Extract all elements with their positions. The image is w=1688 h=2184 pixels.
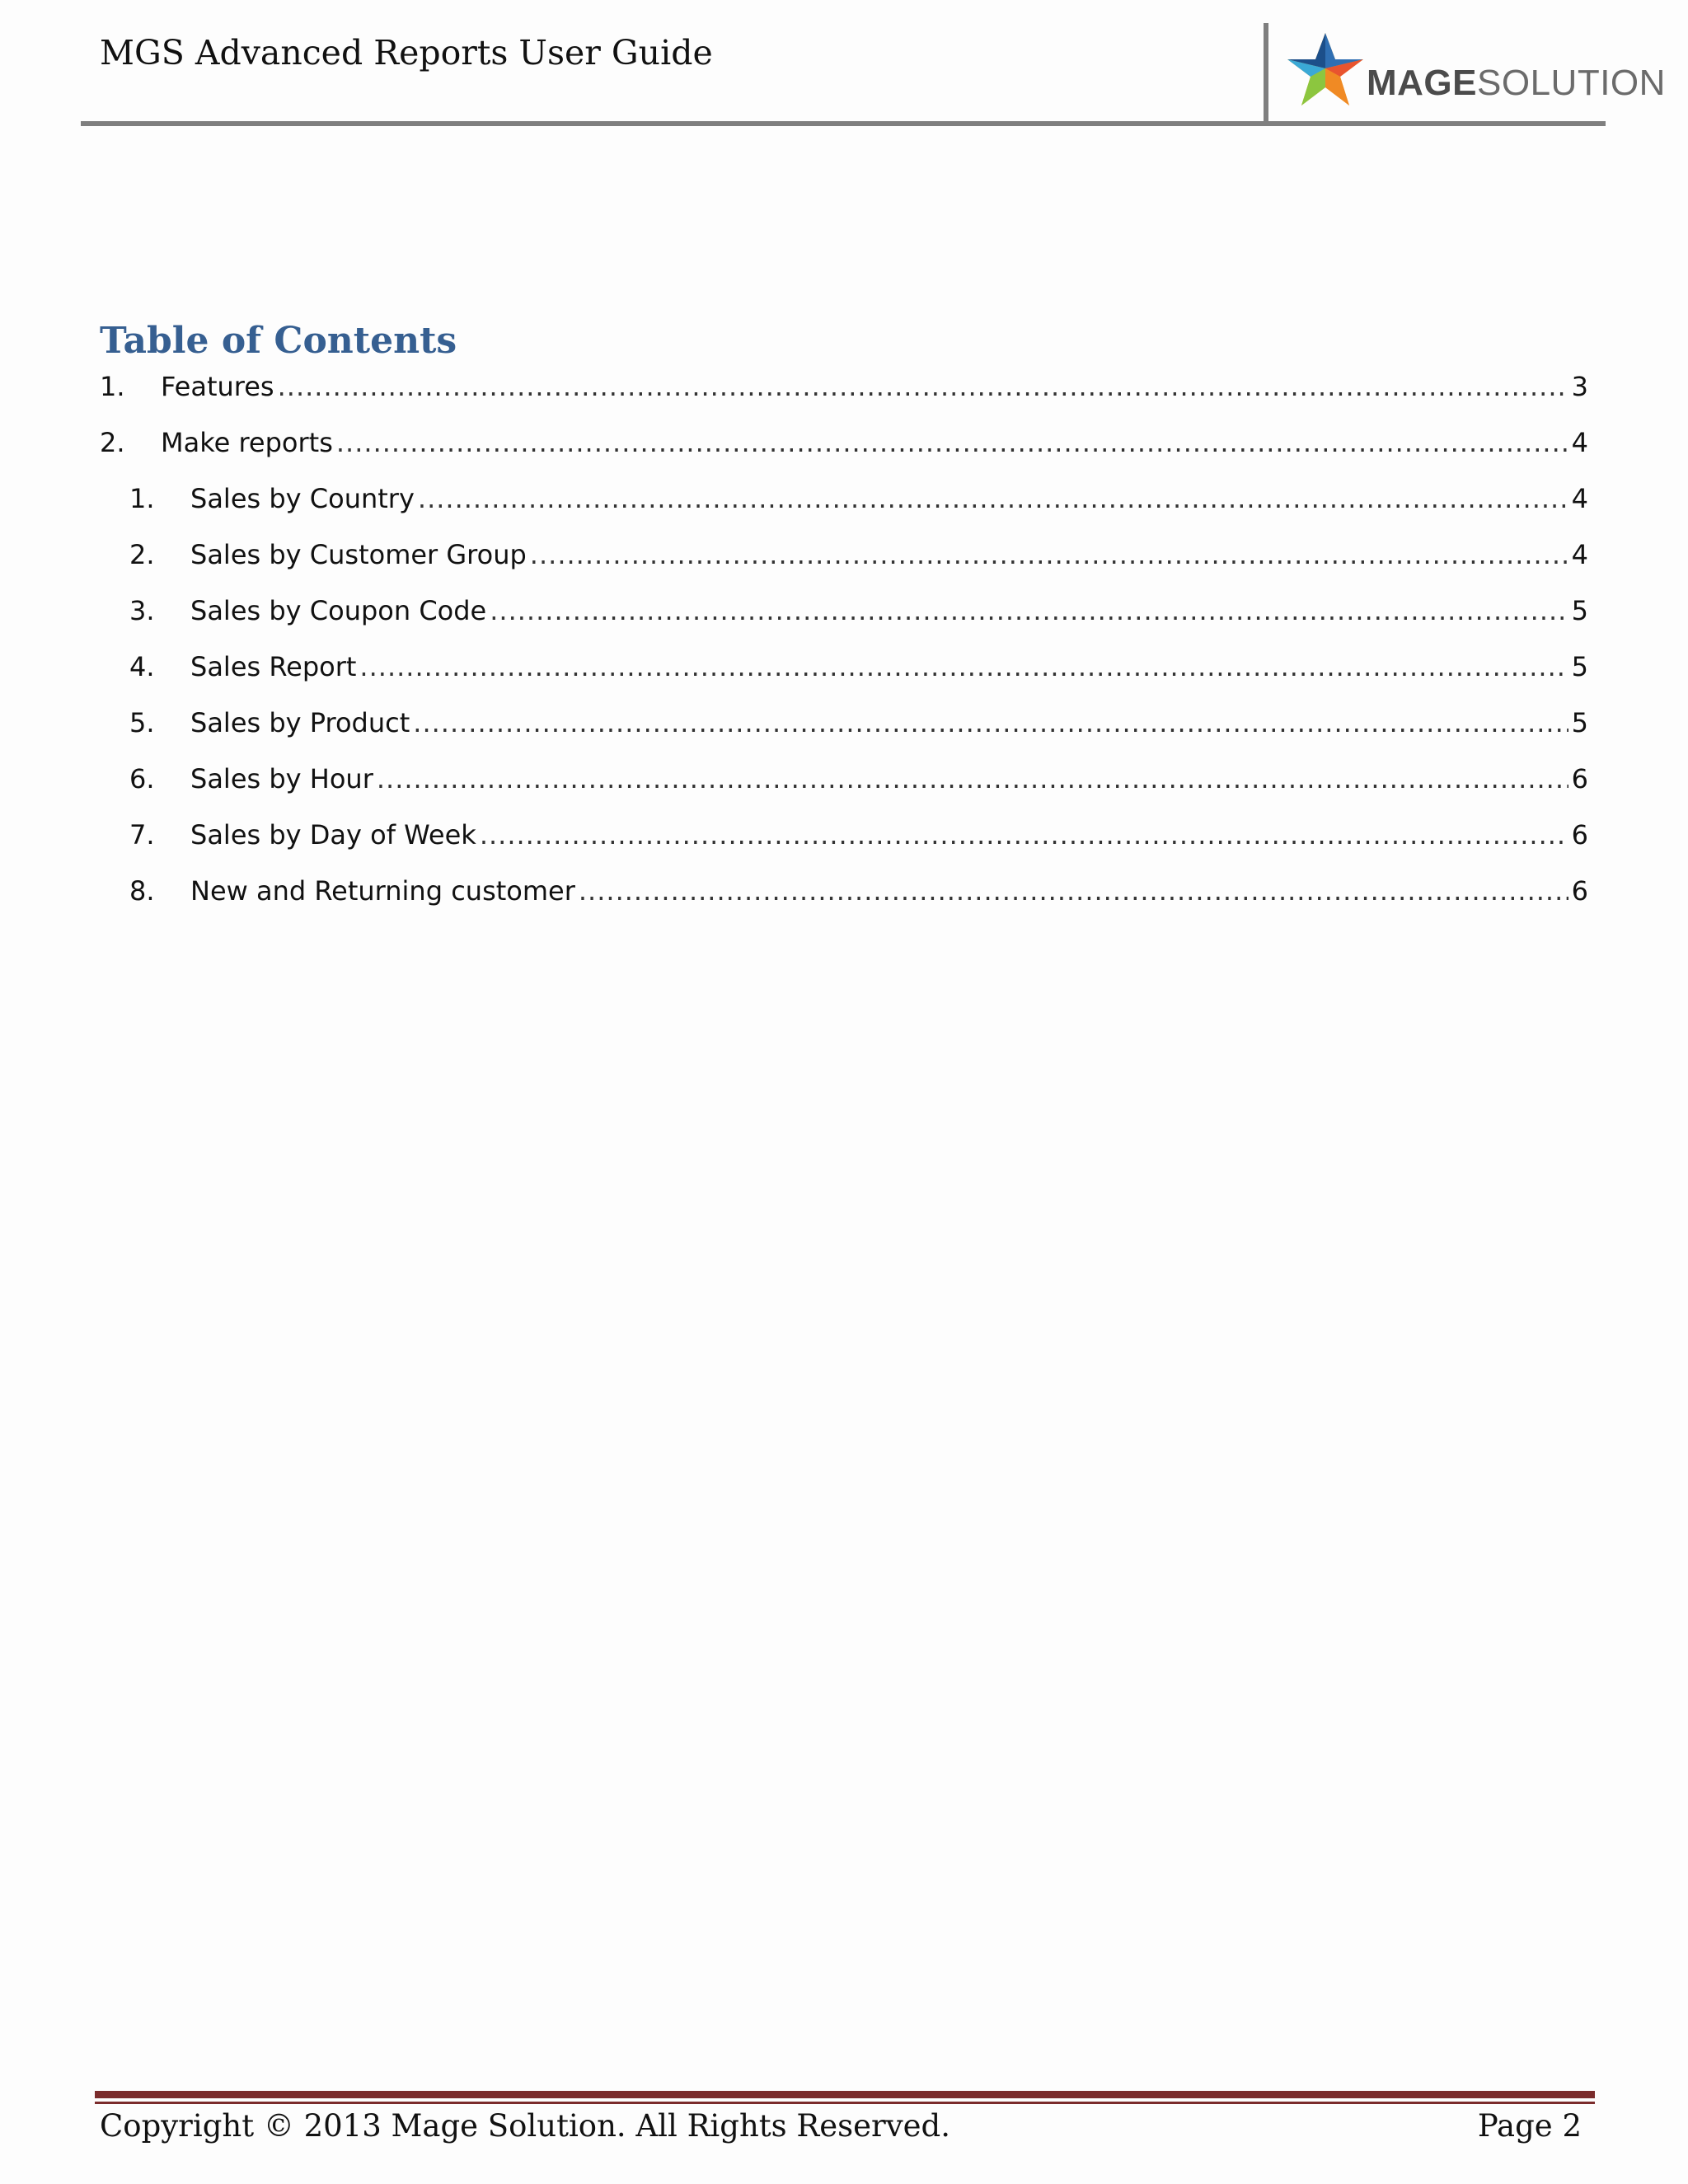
toc-entry-number: 2. (100, 427, 125, 458)
toc-entry-page: 5 (1571, 651, 1588, 682)
footer-rule-thin (95, 2102, 1595, 2104)
toc-entry-number: 8. (129, 875, 155, 907)
toc-entry[interactable] (100, 651, 1588, 691)
toc-entry-page: 5 (1571, 595, 1588, 626)
toc-leader-dots (530, 539, 1568, 570)
toc-entry[interactable] (100, 875, 1588, 915)
toc-entry-page: 6 (1571, 875, 1588, 907)
toc-leader-dots (413, 707, 1568, 738)
company-logo (1284, 31, 1666, 114)
toc-entry-label: Sales by Day of Week (190, 819, 476, 851)
toc-entry[interactable] (100, 707, 1588, 747)
toc-entry-number: 5. (129, 707, 155, 738)
toc-leader-dots (579, 875, 1568, 907)
toc-entry-page: 4 (1571, 539, 1588, 570)
toc-entry-number: 2. (129, 539, 155, 570)
toc-entry-number: 7. (129, 819, 155, 851)
toc-entry[interactable] (100, 371, 1588, 410)
toc-leader-dots (359, 651, 1568, 682)
toc-entry-number: 4. (129, 651, 155, 682)
toc-entry-number: 1. (100, 371, 125, 402)
toc-entry-page: 6 (1571, 819, 1588, 851)
header-divider (1264, 23, 1268, 124)
toc-entry-page: 4 (1571, 427, 1588, 458)
toc-entry-page: 4 (1571, 483, 1588, 514)
toc-entry[interactable] (100, 819, 1588, 859)
toc-entry-label: New and Returning customer (190, 875, 575, 907)
footer-rule (95, 2091, 1595, 2098)
toc-entry-label: Sales by Product (190, 707, 410, 738)
footer-page-number: Page 2 (1477, 2108, 1582, 2144)
toc-entry[interactable] (100, 539, 1588, 579)
toc-entry-label: Sales by Country (190, 483, 415, 514)
toc-leader-dots (490, 595, 1568, 626)
toc-entry-label: Make reports (161, 427, 333, 458)
toc-leader-dots (278, 371, 1568, 402)
logo-brand-bold: MAGE (1367, 63, 1477, 103)
toc-entry-label: Sales by Coupon Code (190, 595, 487, 626)
toc-entry-number: 1. (129, 483, 155, 514)
toc-entry-page: 6 (1571, 763, 1588, 794)
logo-wordmark (1367, 63, 1666, 104)
toc-heading: Table of Contents (100, 320, 457, 362)
toc-entry-label: Sales by Hour (190, 763, 373, 794)
toc-entry-page: 5 (1571, 707, 1588, 738)
toc-entry[interactable] (100, 763, 1588, 803)
toc-entry[interactable] (100, 595, 1588, 635)
toc-entry-number: 3. (129, 595, 155, 626)
toc-entry-label: Sales by Customer Group (190, 539, 527, 570)
toc-leader-dots (480, 819, 1568, 851)
footer-copyright: Copyright © 2013 Mage Solution. All Rights Reserved. (100, 2108, 950, 2144)
header-title: MGS Advanced Reports User Guide (100, 33, 713, 73)
header-rule (81, 121, 1606, 126)
toc-entry-number: 6. (129, 763, 155, 794)
toc-entry[interactable] (100, 427, 1588, 466)
toc-entry[interactable] (100, 483, 1588, 523)
toc-entry-label: Sales Report (190, 651, 357, 682)
logo-brand-light: SOLUTION (1477, 63, 1666, 103)
toc-leader-dots (336, 427, 1568, 458)
toc-entry-label: Features (161, 371, 274, 402)
star-logo-icon (1284, 31, 1367, 110)
toc-leader-dots (418, 483, 1568, 514)
toc-entry-page: 3 (1571, 371, 1588, 402)
toc-leader-dots (377, 763, 1568, 794)
